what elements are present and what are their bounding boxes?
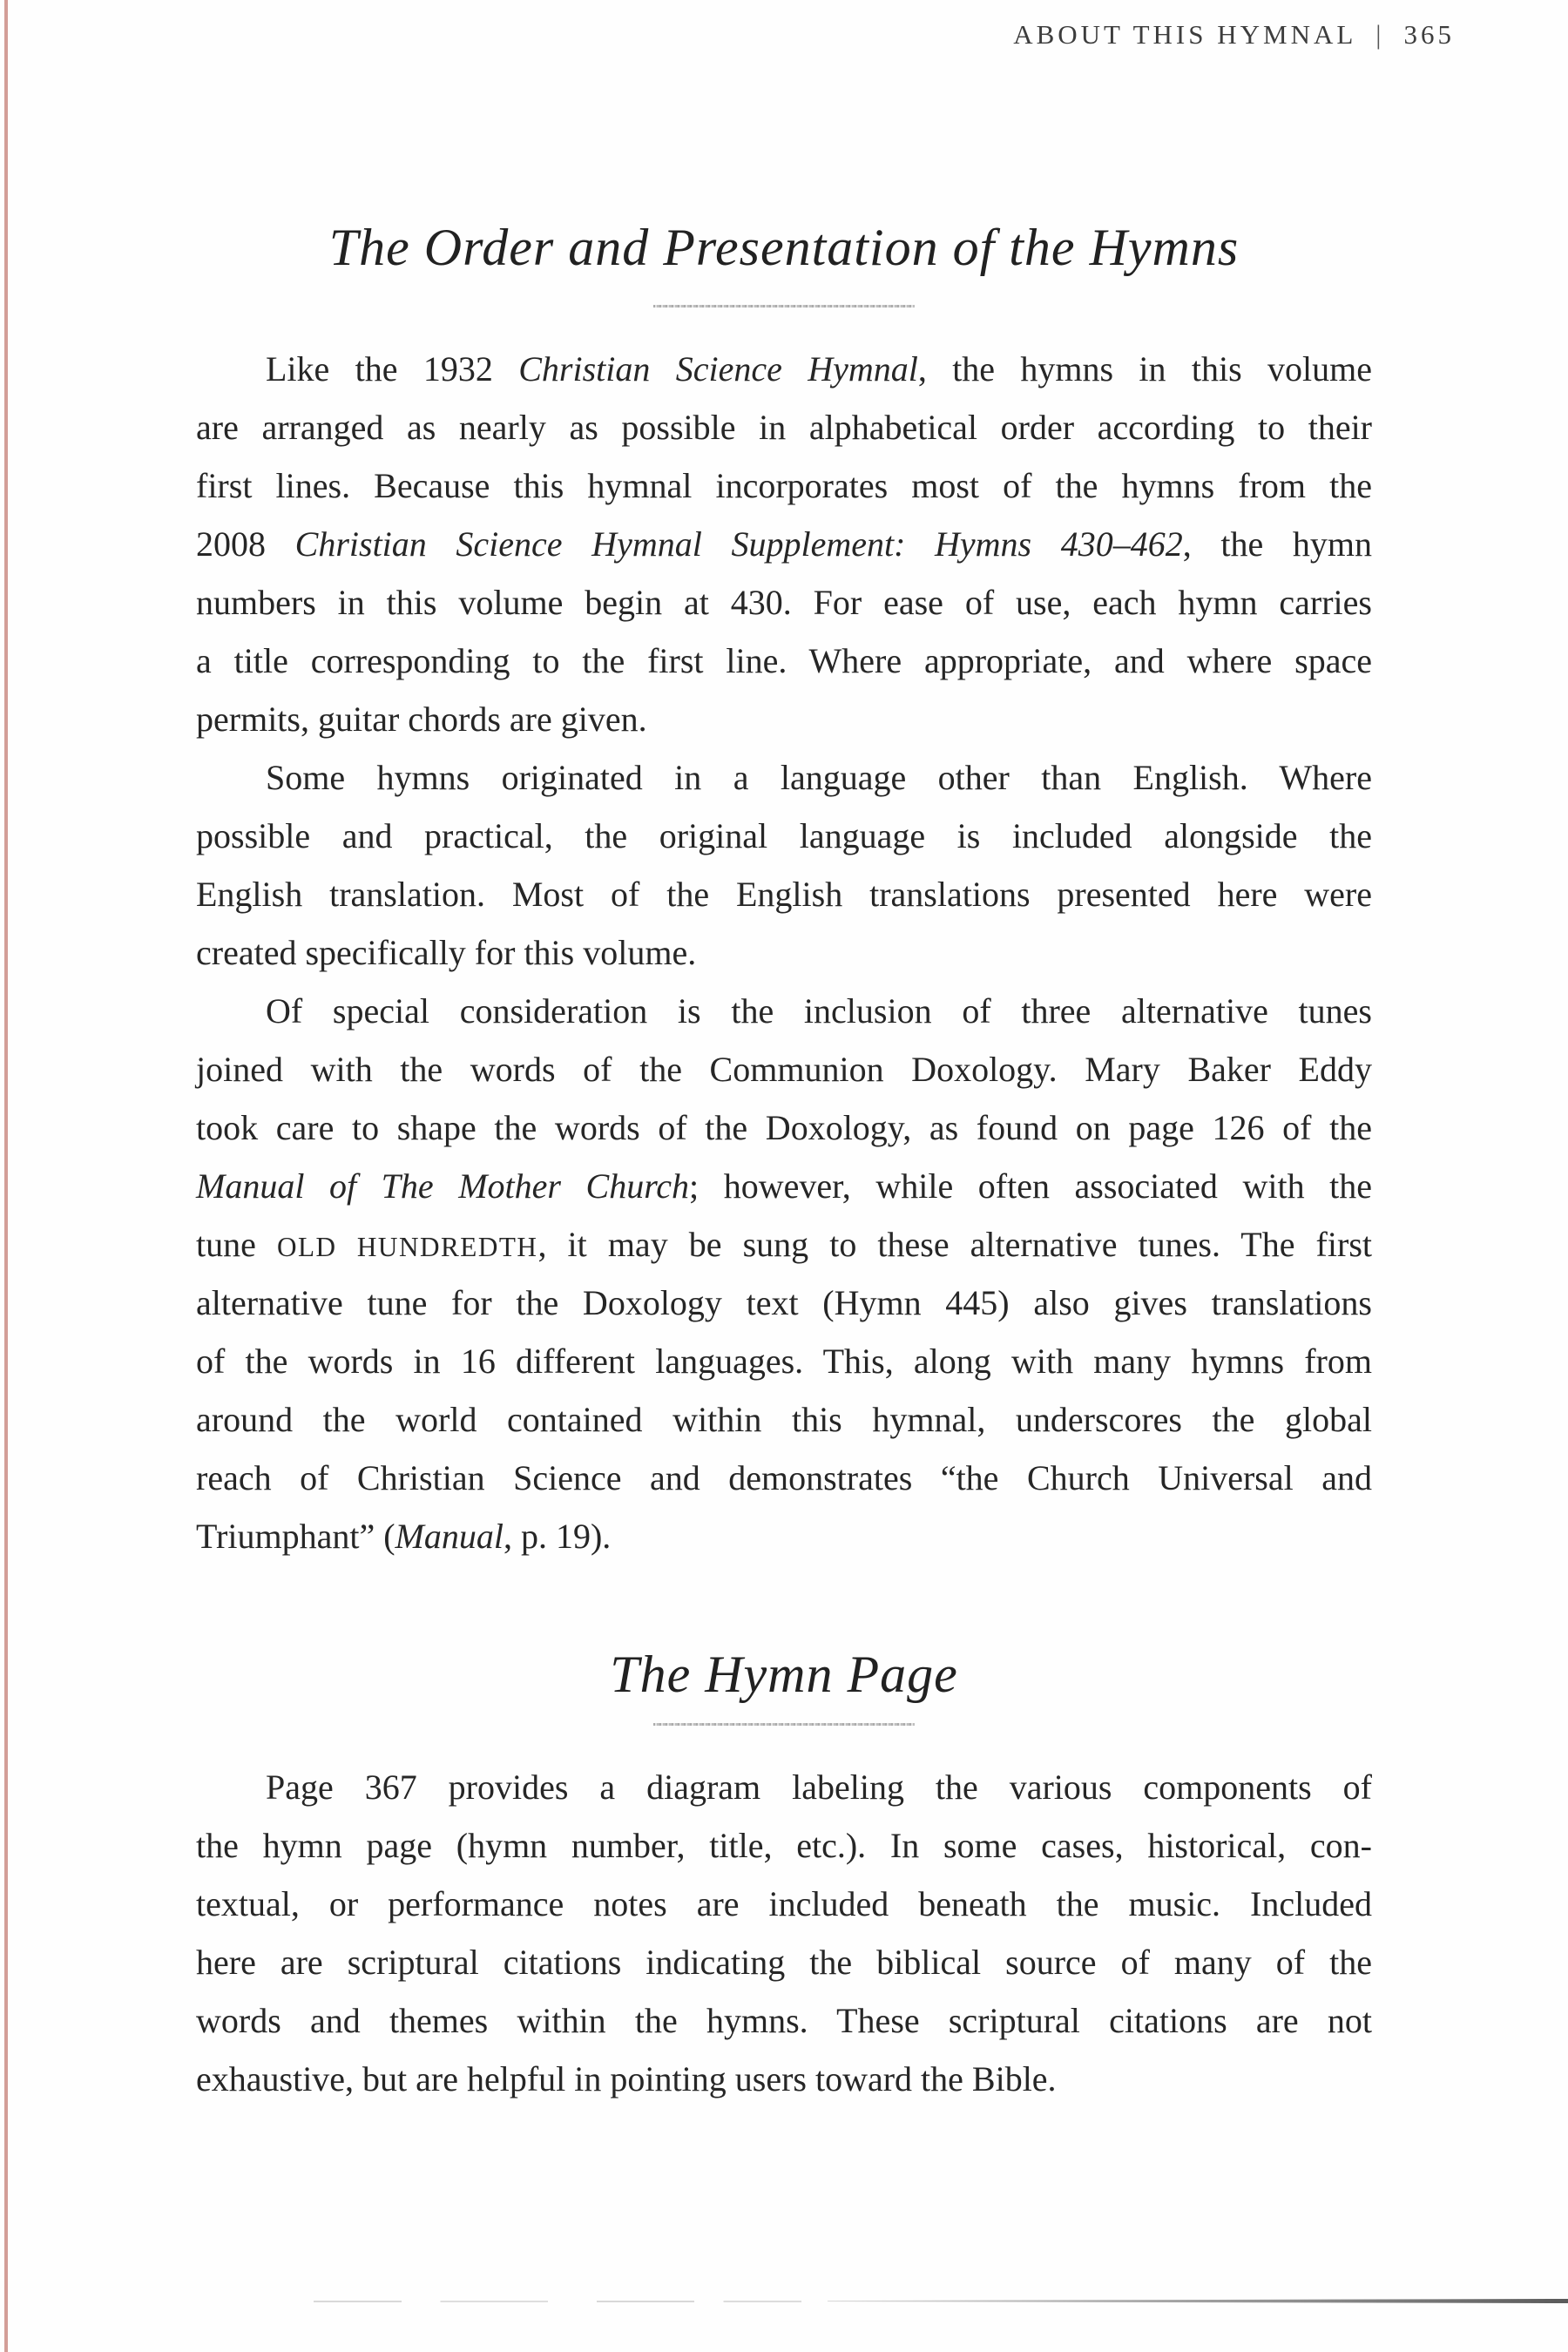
text-run: tune — [196, 1225, 277, 1264]
text-line — [196, 690, 1372, 748]
text-line — [196, 1875, 1372, 1933]
section-body-order-and-presentation — [196, 340, 1372, 1565]
text-line — [196, 2050, 1372, 2108]
text-line — [196, 1991, 1372, 2050]
text-run: Page 367 provides a diagram labeling the various components of — [266, 1767, 1372, 1807]
text-run: Triumphant” ( — [196, 1517, 395, 1556]
section-body-hymn-page — [196, 1758, 1372, 2108]
text-run: ; however, while often associated with the — [689, 1166, 1372, 1206]
text-line — [196, 1098, 1372, 1157]
text-line — [196, 573, 1372, 632]
page-left-edge-artifact — [4, 0, 8, 2352]
text-run: Some hymns originated in a language other than English. Where — [266, 758, 1372, 797]
text-run: words and themes within the hymns. These scriptural citations are not — [196, 2001, 1372, 2040]
decorative-rule — [653, 1723, 915, 1726]
text-run: exhaustive, but are helpful in pointing users toward the Bible. — [196, 2059, 1057, 2099]
running-header-title: ABOUT THIS HYMNAL — [1013, 19, 1357, 50]
text-run: permits, guitar chords are given. — [196, 700, 647, 739]
text-run: alternative tune for the Doxology text (Hymn 445) also gives translations — [196, 1283, 1372, 1322]
text-run: Of special consideration is the inclusion of three alternative tunes — [266, 991, 1372, 1031]
text-line — [196, 1040, 1372, 1098]
decorative-rule — [653, 305, 915, 308]
text-line — [196, 1390, 1372, 1449]
text-run: are arranged as nearly as possible in alphabetical order according to their — [196, 408, 1372, 447]
text-line — [196, 1816, 1372, 1875]
text-run: Like the 1932 — [266, 349, 519, 389]
text-line — [196, 1332, 1372, 1390]
text-line — [196, 748, 1372, 807]
text-line — [196, 1507, 1372, 1565]
text-run: , it may be sung to these alternative tunes. The first — [537, 1225, 1372, 1264]
text-run: took care to shape the words of the Doxology, as found on page 126 of the — [196, 1108, 1372, 1147]
text-run: the hymn page (hymn number, title, etc.). In some cases, historical, con- — [196, 1826, 1372, 1865]
text-run: a title corresponding to the first line. Where appropriate, and where space — [196, 641, 1372, 680]
text-run: , the hymn — [1182, 524, 1373, 564]
text-line — [196, 982, 1372, 1040]
text-run: reach of Christian Science and demonstrates “the Church Universal and — [196, 1458, 1372, 1497]
running-header-separator: | — [1375, 19, 1385, 50]
page-content — [196, 0, 1372, 2352]
text-run: textual, or performance notes are included beneath the music. Included — [196, 1884, 1372, 1923]
page-number: 365 — [1403, 19, 1455, 50]
text-line — [196, 1933, 1372, 1991]
text-line — [196, 515, 1372, 573]
italic-text-run: Christian Science Hymnal — [518, 349, 918, 389]
text-run: around the world contained within this hymnal, underscores the global — [196, 1400, 1372, 1439]
text-line — [196, 1449, 1372, 1507]
text-run: , the hymns in this volume — [917, 349, 1373, 389]
text-line — [196, 1215, 1372, 1274]
italic-text-run: Christian Science Hymnal Supplement: Hymns 430–462 — [294, 524, 1183, 564]
text-line — [196, 398, 1372, 456]
text-run: of the words in 16 different languages. This, along with many hymns from — [196, 1342, 1372, 1381]
italic-text-run: Manual of The Mother Church — [196, 1166, 690, 1206]
text-run: 2008 — [196, 524, 295, 564]
text-line — [196, 340, 1372, 398]
text-run: numbers in this volume begin at 430. For ease of use, each hymn carries — [196, 583, 1372, 622]
text-line — [196, 923, 1372, 982]
scan-artifact-bottom-line-faint — [314, 2301, 801, 2302]
text-line — [196, 865, 1372, 923]
text-run: possible and practical, the original language is included alongside the — [196, 816, 1372, 855]
text-line — [196, 807, 1372, 865]
text-run: created specifically for this volume. — [196, 933, 697, 972]
text-run: , p. 19). — [503, 1517, 612, 1556]
text-run: joined with the words of the Communion Doxology. Mary Baker Eddy — [196, 1050, 1372, 1089]
text-run: first lines. Because this hymnal incorporates most of the hymns from the — [196, 466, 1372, 505]
section-heading-order-and-presentation: The Order and Presentation of the Hymns — [328, 219, 1240, 276]
text-run: here are scriptural citations indicating the biblical source of many of the — [196, 1943, 1372, 1982]
text-line — [196, 1758, 1372, 1816]
text-line — [196, 456, 1372, 515]
section-heading-hymn-page: The Hymn Page — [610, 1646, 958, 1703]
text-run: English translation. Most of the English translations presented here were — [196, 875, 1372, 914]
italic-text-run: Manual — [395, 1517, 504, 1556]
smallcaps-tune-name: OLD HUNDREDTH — [276, 1232, 538, 1262]
text-line — [196, 1274, 1372, 1332]
text-line — [196, 1157, 1372, 1215]
text-line — [196, 632, 1372, 690]
